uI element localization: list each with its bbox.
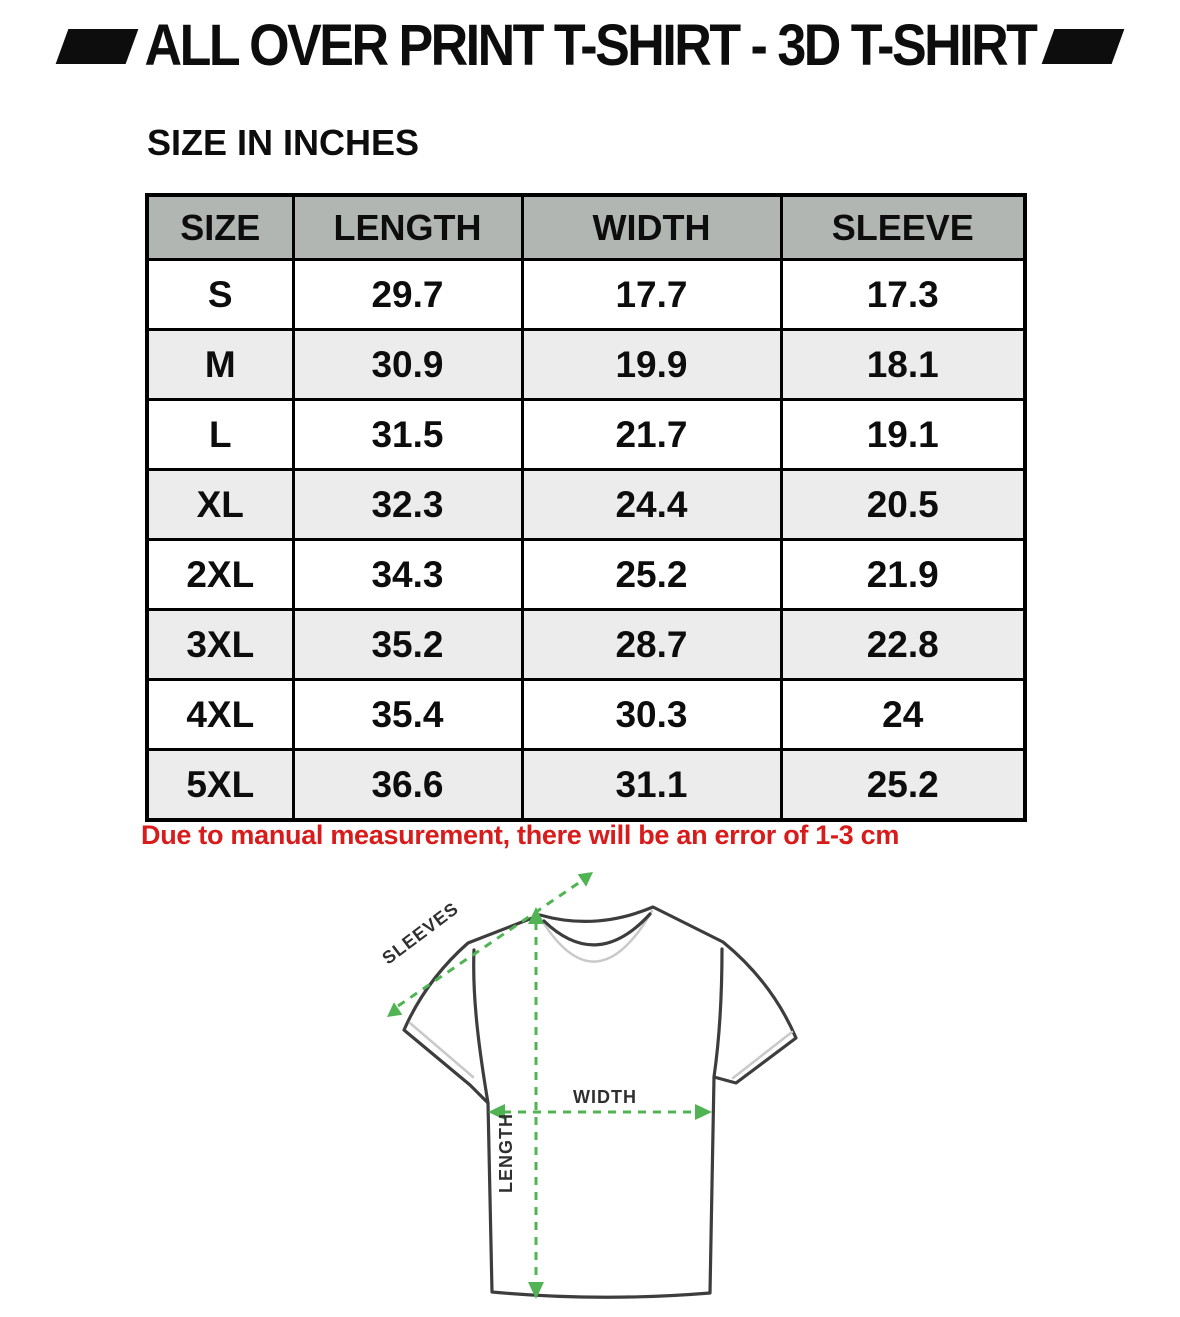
- width-cell: 30.3: [522, 680, 781, 750]
- sleeves-label: SLEEVES: [378, 898, 463, 969]
- title-flag-right-icon: [1042, 29, 1125, 64]
- size-table: [145, 193, 1027, 822]
- width-cell: 31.1: [522, 750, 781, 821]
- width-label: WIDTH: [573, 1087, 637, 1107]
- size-cell: 5XL: [147, 750, 293, 821]
- column-header-length: LENGTH: [293, 195, 522, 260]
- table-row: [147, 610, 1025, 680]
- size-table-header-row: [147, 195, 1025, 260]
- measurement-error-note: Due to manual measurement, there will be an error of 1-3 cm: [141, 820, 900, 850]
- sleeve-cell: 18.1: [781, 330, 1025, 400]
- title-flag-left-icon: [55, 29, 138, 64]
- length-cell: 36.6: [293, 750, 522, 821]
- width-cell: 25.2: [522, 540, 781, 610]
- table-row: [147, 680, 1025, 750]
- length-cell: 32.3: [293, 470, 522, 540]
- table-row: [147, 540, 1025, 610]
- tshirt-measurement-diagram: [360, 850, 840, 1317]
- length-cell: 34.3: [293, 540, 522, 610]
- table-row: [147, 750, 1025, 821]
- table-row: [147, 400, 1025, 470]
- size-cell: S: [147, 260, 293, 330]
- left-cuff-seam: [410, 1023, 473, 1077]
- size-cell: XL: [147, 470, 293, 540]
- width-cell: 19.9: [522, 330, 781, 400]
- page-title: ALL OVER PRINT T-SHIRT - 3D T-SHIRT: [144, 13, 1036, 79]
- size-cell: L: [147, 400, 293, 470]
- sleeve-cell: 17.3: [781, 260, 1025, 330]
- right-sleeve-seam: [714, 949, 722, 1077]
- sleeve-cell: 20.5: [781, 470, 1025, 540]
- size-unit-heading: SIZE IN INCHES: [147, 122, 420, 163]
- size-cell: 3XL: [147, 610, 293, 680]
- sleeves-arrow-line: [398, 882, 580, 1006]
- sleeve-cell: 22.8: [781, 610, 1025, 680]
- table-row: [147, 330, 1025, 400]
- size-cell: M: [147, 330, 293, 400]
- width-arrowhead-right: [695, 1104, 712, 1120]
- column-header-size: SIZE: [147, 195, 293, 260]
- sleeves-arrowhead-upper: [578, 872, 593, 887]
- sleeve-cell: 19.1: [781, 400, 1025, 470]
- length-cell: 35.2: [293, 610, 522, 680]
- width-cell: 17.7: [522, 260, 781, 330]
- length-cell: 35.4: [293, 680, 522, 750]
- length-cell: 30.9: [293, 330, 522, 400]
- size-cell: 4XL: [147, 680, 293, 750]
- left-sleeve-seam: [474, 950, 488, 1103]
- length-cell: 31.5: [293, 400, 522, 470]
- width-cell: 28.7: [522, 610, 781, 680]
- length-cell: 29.7: [293, 260, 522, 330]
- length-label: LENGTH: [496, 1113, 516, 1193]
- table-row: [147, 470, 1025, 540]
- width-cell: 21.7: [522, 400, 781, 470]
- right-cuff-seam: [733, 1032, 792, 1078]
- sleeve-cell: 25.2: [781, 750, 1025, 821]
- sleeve-cell: 21.9: [781, 540, 1025, 610]
- column-header-width: WIDTH: [522, 195, 781, 260]
- size-cell: 2XL: [147, 540, 293, 610]
- width-cell: 24.4: [522, 470, 781, 540]
- column-header-sleeve: SLEEVE: [781, 195, 1025, 260]
- sleeve-cell: 24: [781, 680, 1025, 750]
- title-banner: [0, 10, 1180, 82]
- table-row: [147, 260, 1025, 330]
